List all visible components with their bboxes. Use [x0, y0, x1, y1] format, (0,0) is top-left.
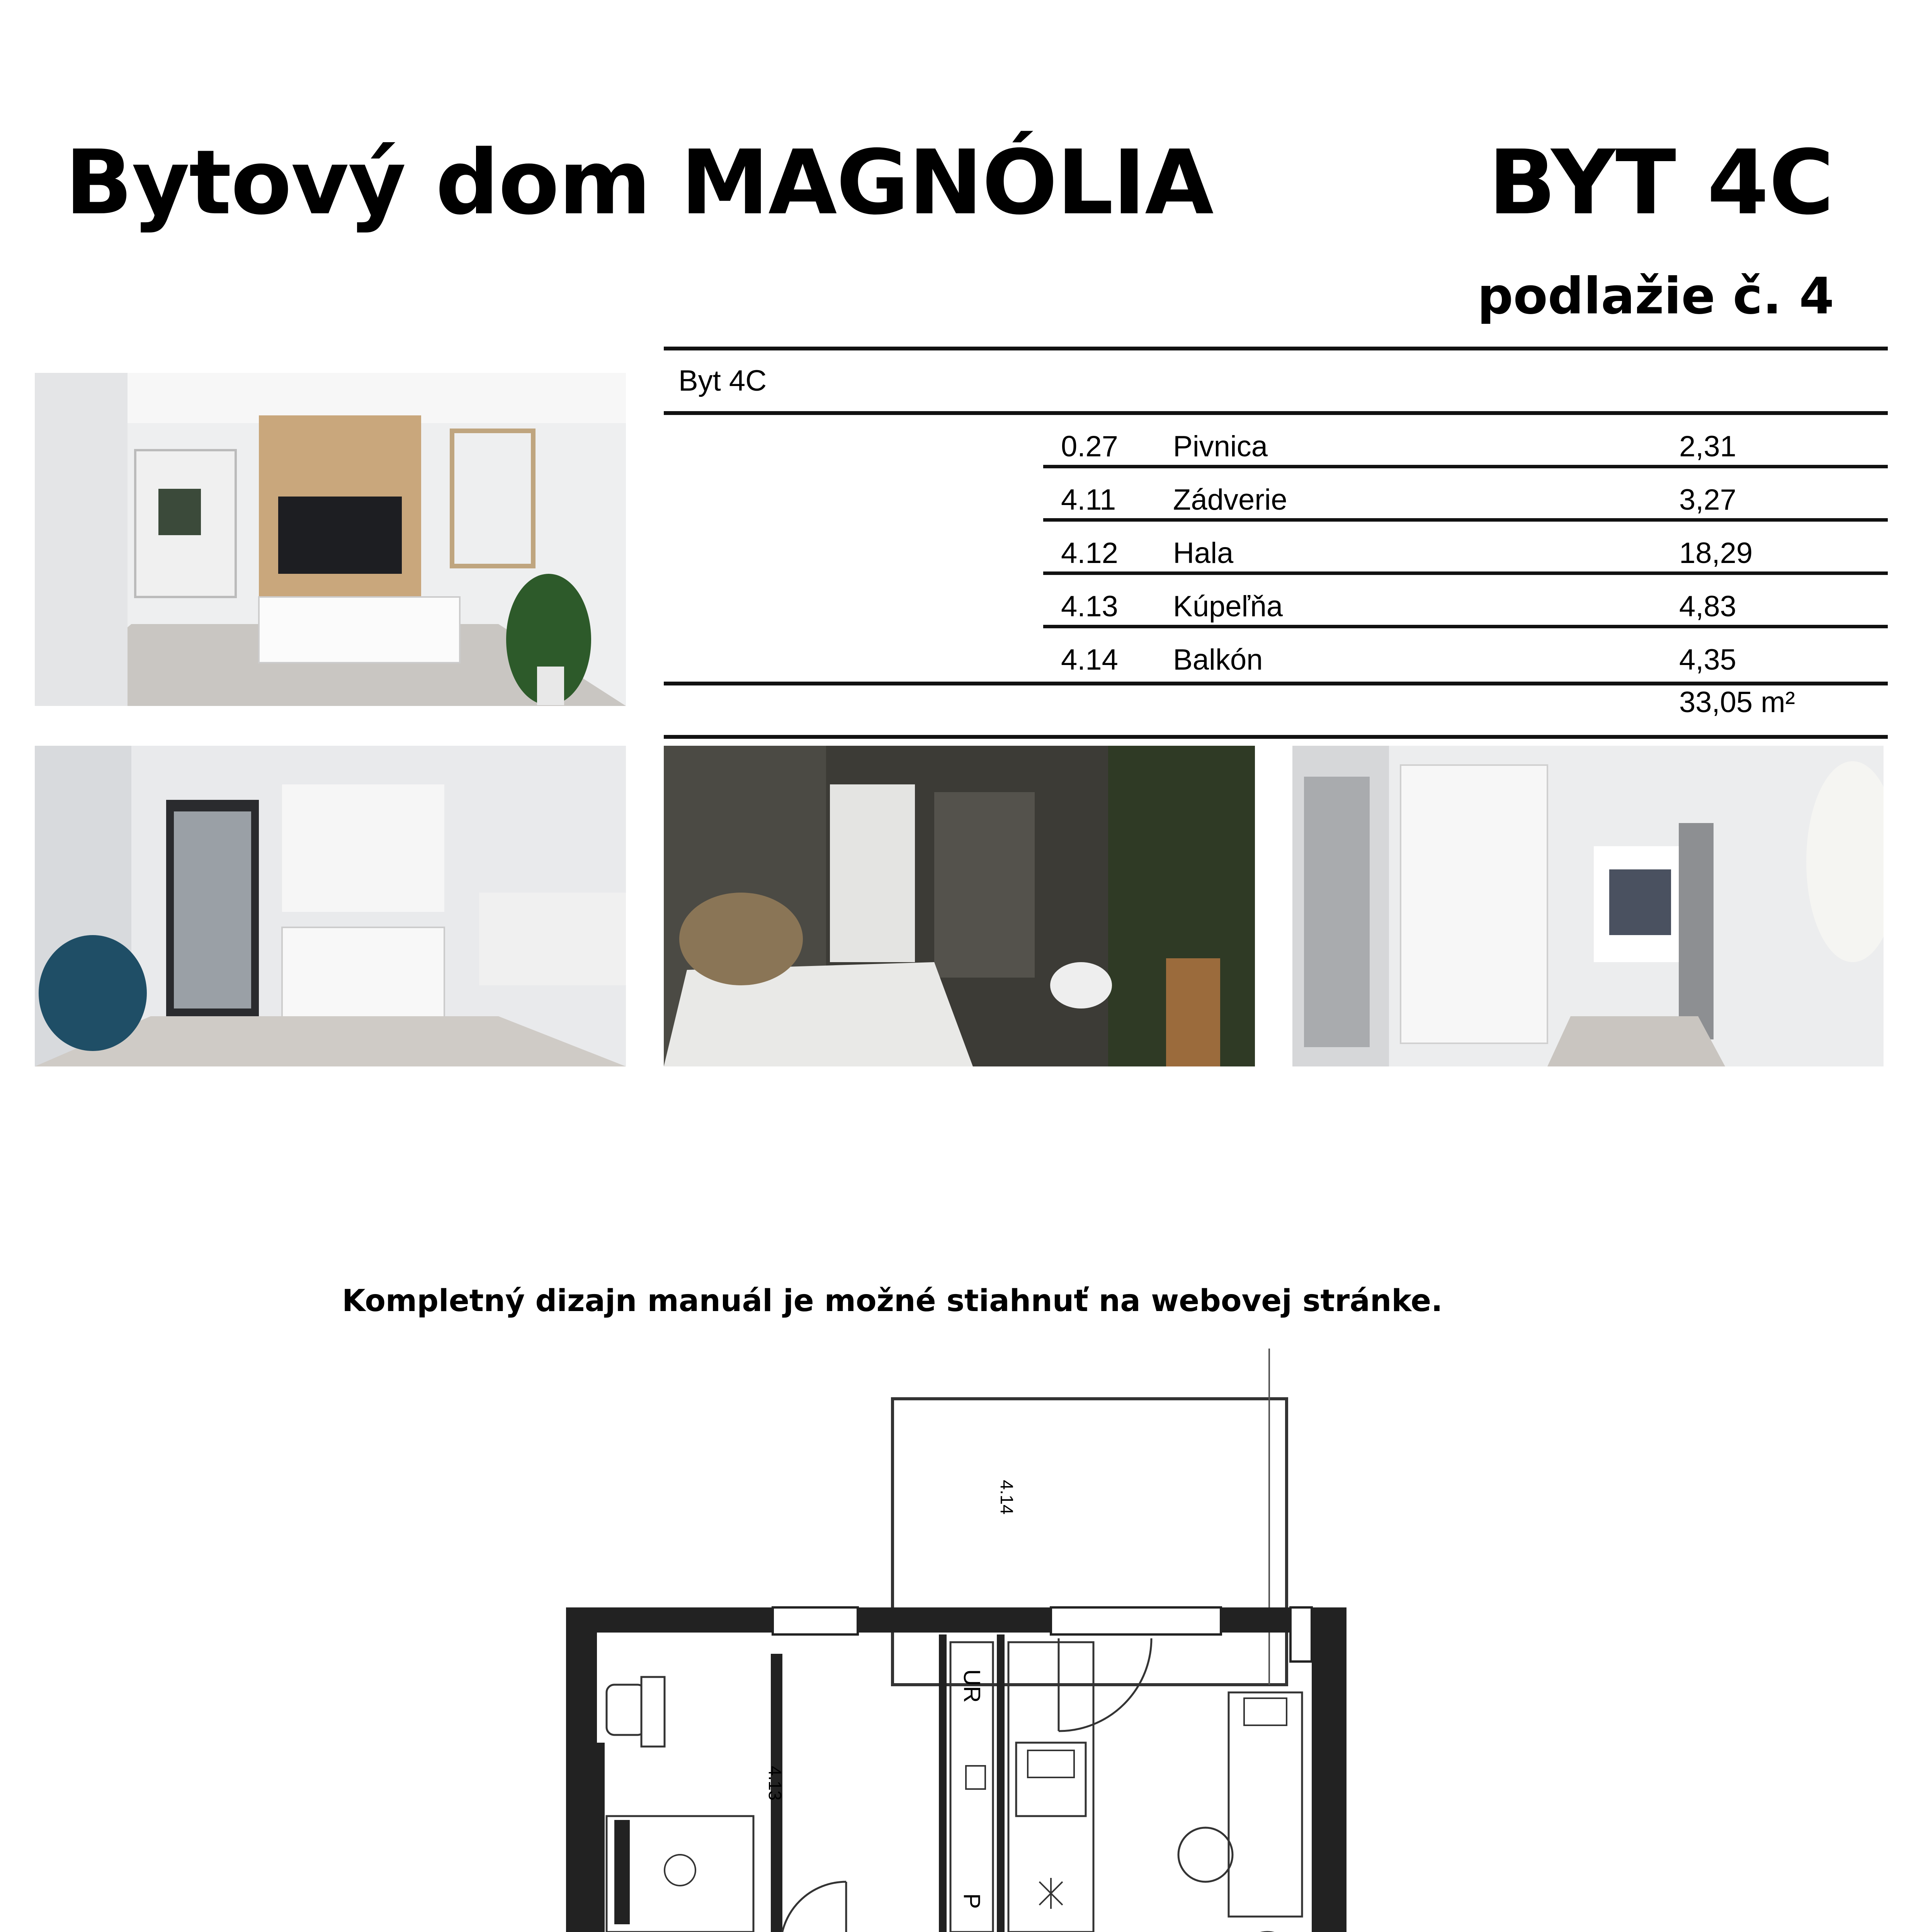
table-heading: Byt 4C: [678, 364, 767, 397]
room-name: Hala: [1173, 537, 1234, 570]
table-row: [664, 415, 1888, 468]
page-title: Bytový dom MAGNÓLIA: [65, 131, 1213, 235]
room-name: Zádverie: [1173, 483, 1287, 516]
row-rule: [1043, 518, 1888, 522]
table-heading-rule: [664, 411, 1888, 415]
room-code: 4.13: [1061, 590, 1118, 623]
table-total: 33,05 m²: [1679, 686, 1795, 719]
table-top-rule: [664, 347, 1888, 350]
row-rule: [1043, 571, 1888, 575]
floor-plan: [553, 1341, 1364, 1932]
table-row: [664, 575, 1888, 628]
living-room-photo: [35, 373, 626, 706]
fixture-ur: UR: [959, 1669, 985, 1703]
entry-photo: [1292, 746, 1884, 1066]
room-code: 4.11: [1061, 483, 1116, 516]
floor-label: podlažie č. 4: [1477, 267, 1834, 325]
unit-title: BYT 4C: [1488, 131, 1834, 235]
table-row: [664, 468, 1888, 522]
table-bottom-rule: [664, 735, 1888, 739]
room-code: 4.14: [1061, 643, 1118, 676]
room-name: Kúpeľňa: [1173, 590, 1283, 623]
row-rule: [1043, 625, 1888, 628]
notice-text: [0, 1284, 1916, 1318]
room-label-balcony: 4.14: [997, 1480, 1017, 1515]
table-total-rule: [664, 682, 1888, 685]
room-area: 2,31: [1679, 430, 1736, 463]
room-code: 4.12: [1061, 537, 1118, 570]
room-label-bathroom: 4.13: [765, 1766, 785, 1801]
room-area: 18,29: [1679, 537, 1753, 570]
room-code: 0.27: [1061, 430, 1118, 463]
room-name: Balkón: [1173, 643, 1263, 676]
row-rule: [1043, 465, 1888, 468]
bathroom-photo: [664, 746, 1255, 1066]
fixture-p: P: [959, 1893, 985, 1909]
table-row: [664, 628, 1888, 682]
room-area: 3,27: [1679, 483, 1736, 516]
room-area: 4,35: [1679, 643, 1736, 676]
kitchen-photo: [35, 746, 626, 1066]
room-name: Pivnica: [1173, 430, 1268, 463]
room-area: 4,83: [1679, 590, 1736, 623]
floor-plan-drawing: [553, 1341, 1364, 1932]
table-row: [664, 522, 1888, 575]
notice-label: Kompletný dizajn manuál je možné stiahnuť na webovej stránke.: [342, 1284, 1443, 1318]
